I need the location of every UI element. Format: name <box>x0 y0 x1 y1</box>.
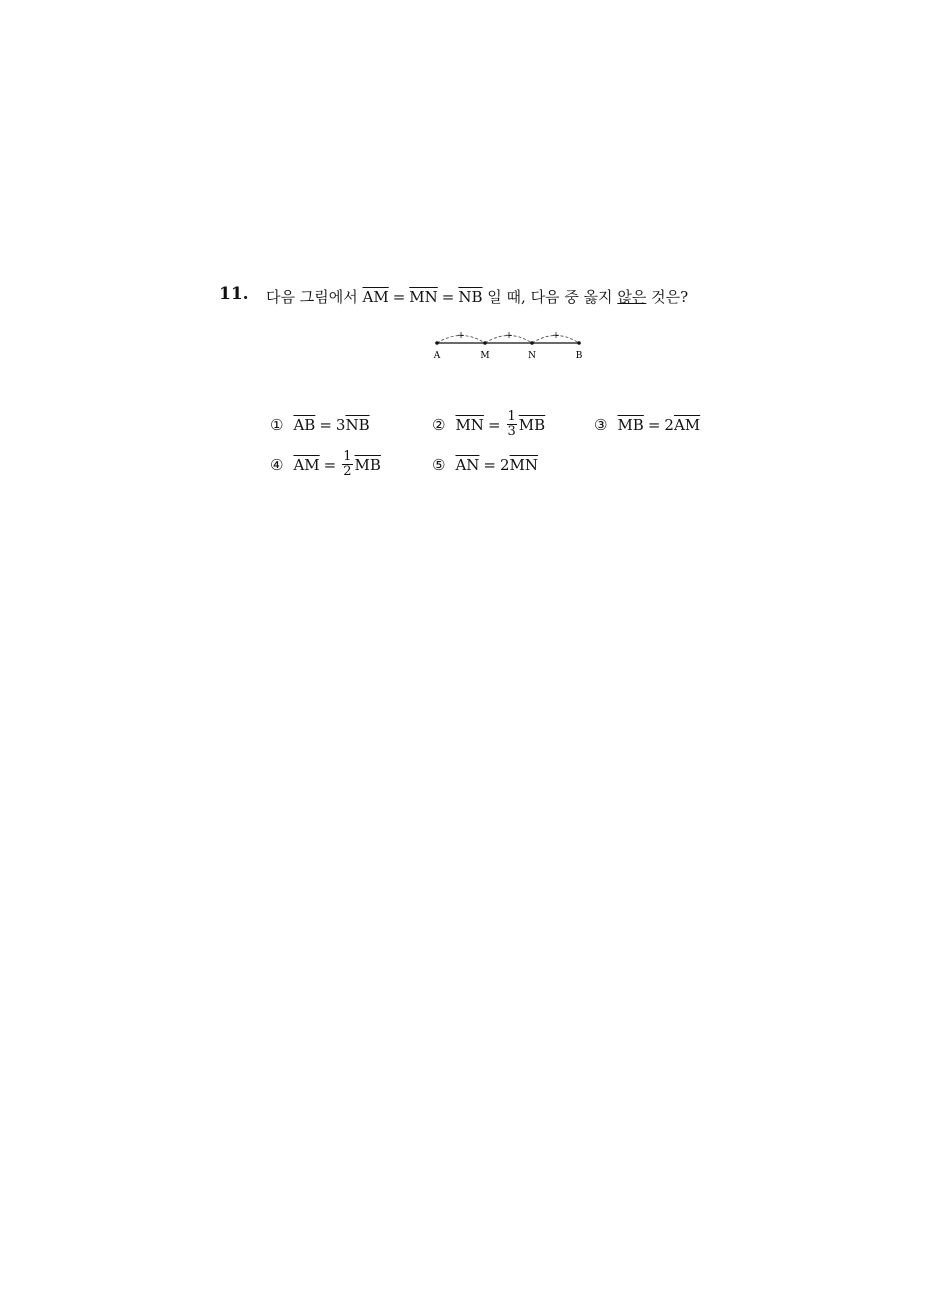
choice-4-rhs: $\overline{MB}$ <box>354 455 381 474</box>
choice-1-rhs: $\overline{NB}$ <box>345 416 370 434</box>
tick-mark-mn: + <box>505 331 513 341</box>
choice-1-coef: 3 <box>335 416 346 434</box>
equals-sign: = <box>441 288 455 306</box>
choice-2-lhs: $\overline{MN}$ <box>455 415 484 434</box>
choice-3-eq: = <box>647 416 661 434</box>
stem-mid: 일 때, 다음 중 옳지 <box>487 288 613 306</box>
tick-mark-nb: + <box>552 331 560 341</box>
choice-2-mark: ② <box>432 415 446 434</box>
choice-5-eq: = <box>483 456 496 474</box>
stem-end: 것은? <box>651 288 689 306</box>
tick-mark-am: + <box>457 331 465 341</box>
choice-1-eq: = <box>319 416 332 434</box>
label-n: N <box>528 351 536 361</box>
choice-3-mark: ③ <box>594 416 608 434</box>
choice-4[interactable] <box>270 450 381 479</box>
point-a-dot <box>435 341 439 345</box>
segment-am: $\overline{AM}$ <box>362 288 389 306</box>
label-b: B <box>575 351 583 361</box>
segment-nb: $\overline{NB}$ <box>458 288 483 306</box>
choice-1[interactable] <box>270 416 370 434</box>
question-stem <box>266 286 688 307</box>
choice-2[interactable] <box>432 410 545 439</box>
label-a: A <box>433 351 441 361</box>
segment-mn: $\overline{MN}$ <box>409 288 438 306</box>
stem-intro: 다음 그림에서 <box>266 288 358 306</box>
choice-2-frac-num: 1 <box>507 409 516 424</box>
choice-4-lhs: $\overline{AM}$ <box>293 455 320 474</box>
choice-1-mark: ① <box>270 416 284 434</box>
question-number: 11. <box>219 284 249 304</box>
choice-5-rhs: $\overline{MN}$ <box>509 456 539 474</box>
choice-4-frac-num: 1 <box>343 449 352 464</box>
choice-4-eq: = <box>323 455 337 474</box>
choice-3[interactable] <box>594 416 700 434</box>
choice-5-coef: 2 <box>500 456 510 474</box>
choice-5[interactable] <box>432 456 538 474</box>
choice-3-rhs: $\overline{AM}$ <box>673 416 701 434</box>
point-n-dot <box>530 341 534 345</box>
choice-1-lhs: $\overline{AB}$ <box>293 416 316 434</box>
choice-2-eq: = <box>487 415 501 434</box>
label-m: M <box>480 351 490 361</box>
choice-2-fraction <box>507 410 517 439</box>
choice-4-fraction <box>342 450 352 479</box>
choice-4-mark: ④ <box>270 455 284 474</box>
choice-2-rhs: $\overline{MB}$ <box>518 415 546 434</box>
choice-3-coef: 2 <box>664 416 674 434</box>
choice-4-frac-den: 2 <box>343 464 352 479</box>
choice-5-lhs: $\overline{AN}$ <box>455 456 480 474</box>
choice-2-frac-den: 3 <box>507 424 516 439</box>
segment-figure <box>428 322 592 364</box>
point-m-dot <box>483 341 487 345</box>
equals-sign: = <box>392 288 406 306</box>
stem-underlined: 않은 <box>617 288 647 306</box>
choice-5-mark: ⑤ <box>432 456 446 474</box>
point-b-dot <box>577 341 581 345</box>
choice-3-lhs: $\overline{MB}$ <box>617 416 644 434</box>
